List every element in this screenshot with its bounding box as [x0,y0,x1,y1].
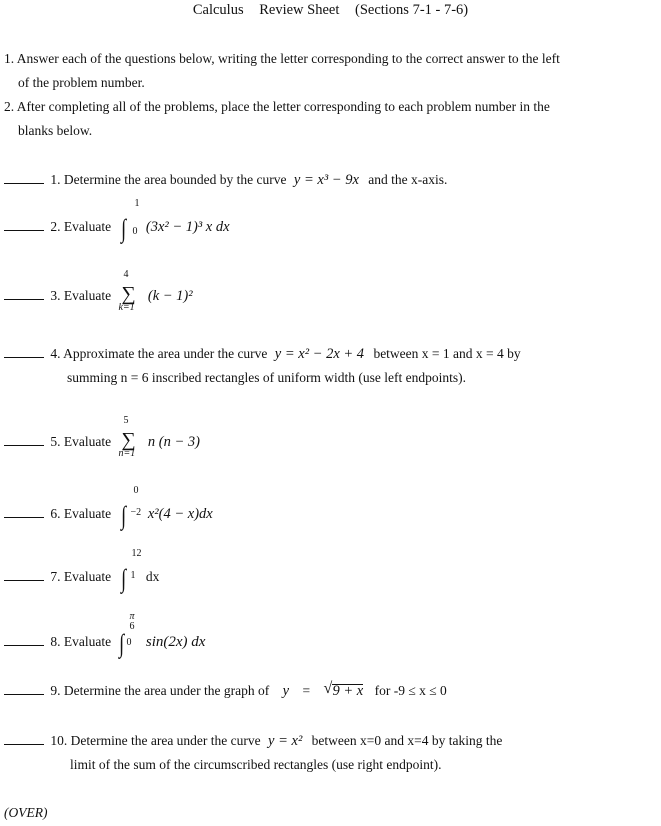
integral-lower: −2 [130,507,142,518]
problem-text: Approximate the area under the curve [63,346,268,361]
problem-5 [4,415,200,459]
instruction-2: 2. After completing all of the problems, place the letter corresponding to each problem number in the [4,99,550,114]
problem-tail: for -9 ≤ x ≤ 0 [374,683,447,698]
problem-1 [4,172,447,189]
problem-number: 2. [50,219,61,234]
summand: n (n − 3) [147,434,200,450]
integrand: (3x² − 1)³ x dx [145,219,230,235]
radicand: 9 + x [332,683,364,699]
sum-upper: 4 [123,269,129,280]
problem-math-eq: = [302,683,311,698]
problem-text: Evaluate [63,569,112,584]
problem-math: y = x² [268,733,303,749]
problem-number: 10. [50,733,68,748]
problem-text: Evaluate [63,219,112,234]
problem-text: Evaluate [63,434,112,449]
problem-tail: between x=0 and x=4 by taking the [311,733,503,748]
integral-upper: 12 [131,548,142,559]
problem-6 [4,485,213,530]
instruction-2-cont: blanks below. [18,123,93,138]
problem-math-lhs: y [282,683,290,699]
sum-lower: k=1 [118,302,135,313]
answer-blank[interactable] [4,569,44,581]
answer-blank[interactable] [4,288,44,300]
instruction-1: 1. Answer each of the questions below, writing the letter corresponding to the correct answer to the left [4,51,560,66]
integral-sign: ∫ 0 −2 [121,485,142,530]
problem-tail: and the x-axis. [368,172,448,187]
summation-sign: ∑ 5 n=1 [118,415,136,459]
title-course: Calculus [192,2,244,18]
problem-math: y = x² − 2x + 4 [274,346,365,362]
problem-text: Evaluate [63,634,112,649]
problem-number: 9. [50,683,61,698]
problem-2 [4,198,230,243]
integrand: x²(4 − x)dx [147,506,213,522]
instruction-1-cont: of the problem number. [18,75,145,90]
problem-text: Determine the area under the graph of [63,683,270,698]
answer-blank[interactable] [4,683,44,695]
integral-lower: 0 [132,226,138,237]
problem-number: 6. [50,506,61,521]
answer-blank[interactable] [4,506,44,518]
problem-text: Evaluate [63,288,112,303]
problem-text: Evaluate [63,506,112,521]
title-sections: (Sections 7-1 - 7-6) [354,2,469,18]
problem-10-cont: limit of the sum of the circumscribed rectangles (use right endpoint). [70,757,442,772]
problem-text: Determine the area bounded by the curve [63,172,287,187]
integral-sign: ∫ 1 0 [121,198,140,243]
answer-blank[interactable] [4,434,44,446]
answer-blank[interactable] [4,634,44,646]
page-title [0,2,661,19]
problem-9 [4,680,447,700]
sum-upper: 5 [123,415,129,426]
sum-lower: n=1 [118,448,136,459]
integrand: dx [145,569,160,584]
problem-number: 4. [50,346,61,361]
integral-upper-num: π [129,611,135,622]
over-note: (OVER) [4,805,48,820]
problem-10 [4,733,502,750]
square-root: √ 9 + x [323,680,364,699]
title-sheet: Review Sheet [259,2,340,18]
answer-blank[interactable] [4,172,44,184]
answer-blank[interactable] [4,219,44,231]
summand: (k − 1)² [147,288,193,304]
integrand: sin(2x) dx [145,634,206,650]
integral-lower: 1 [130,570,136,581]
problem-number: 8. [50,634,61,649]
problem-number: 5. [50,434,61,449]
answer-blank[interactable] [4,733,44,745]
problem-number: 1. [50,172,61,187]
summation-sign: ∑ 4 k=1 [118,269,136,313]
problem-tail: between x = 1 and x = 4 by [373,346,521,361]
integral-sign: ∫ 12 1 [121,548,142,593]
problem-7 [4,548,160,593]
problem-8 [4,611,206,658]
problem-text: Determine the area under the curve [70,733,261,748]
problem-3 [4,269,193,313]
problem-number: 3. [50,288,61,303]
integral-upper: 1 [134,198,140,209]
integral-lower: 0 [126,637,132,648]
problem-4-cont: summing n = 6 inscribed rectangles of uniform width (use left endpoints). [67,370,467,385]
integral-upper: 0 [133,485,139,496]
problem-number: 7. [50,569,61,584]
problem-math: y = x³ − 9x [293,172,359,188]
integral-sign: ∫ π 6 0 [119,611,135,658]
integral-upper-den: 6 [129,621,135,632]
problem-4 [4,346,521,363]
answer-blank[interactable] [4,346,44,358]
